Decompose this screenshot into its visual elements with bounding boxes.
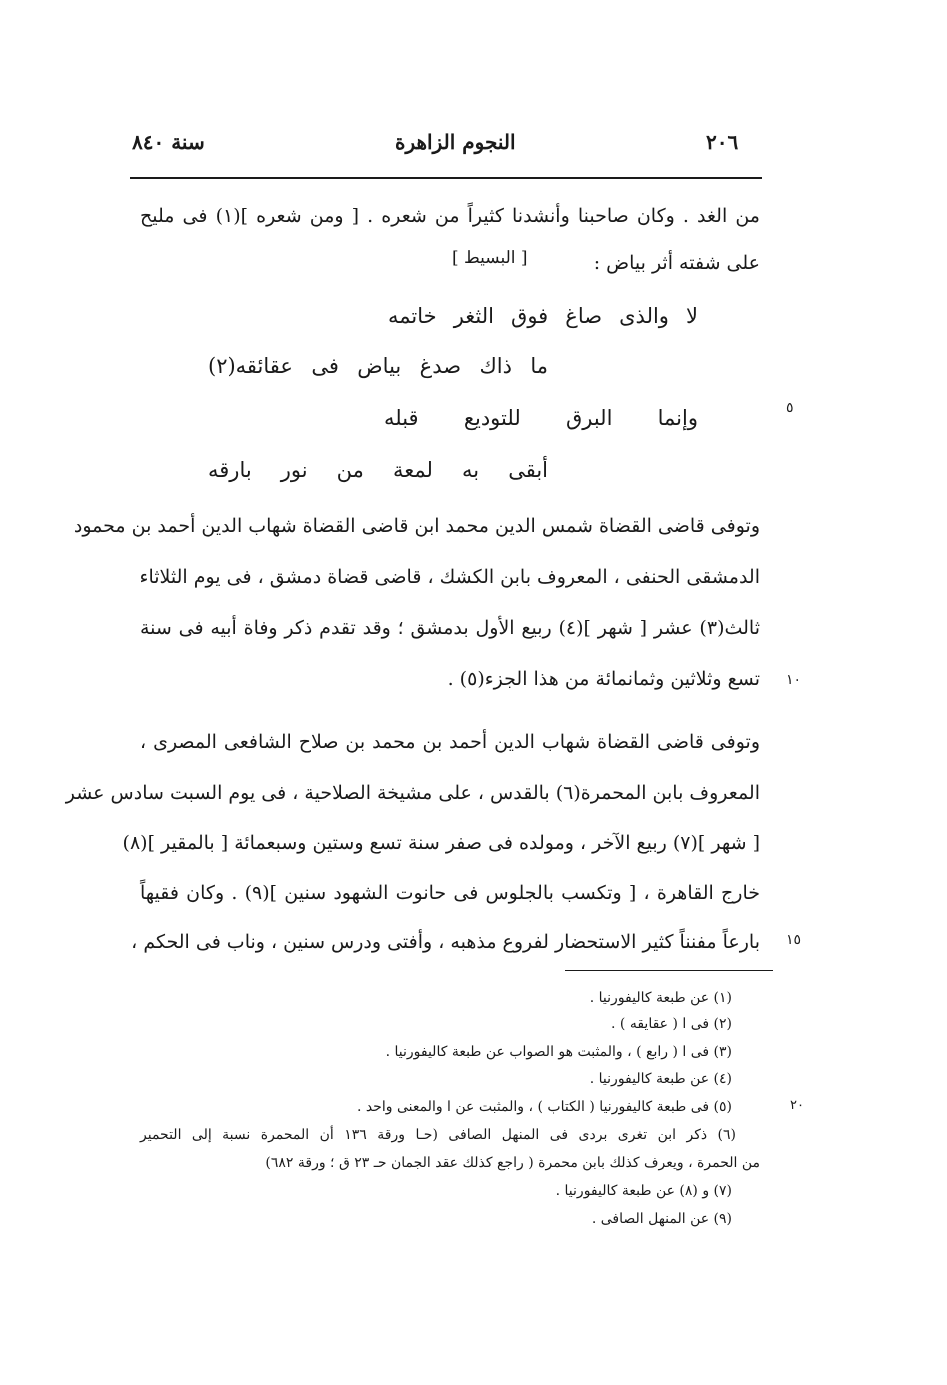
header-rule — [130, 177, 762, 179]
line-number: ١٥ — [786, 932, 802, 948]
body-line: وتوفى قاضى القضاة شهاب الدين أحمد بن محمد بن صلاح الشافعى المصرى ، — [140, 731, 760, 753]
running-title: النجوم الزاهرة — [395, 130, 516, 154]
verse-line: وإنما البرق للتوديع قبله — [384, 406, 698, 430]
body-line: تسع وثلاثين وثمانمائة من هذا الجزء(٥) . — [447, 668, 760, 690]
footnote: (٧) و (٨) عن طبعة كاليفورنيا . — [555, 1183, 732, 1199]
footnote: (١) عن طبعة كاليفورنيا . — [589, 990, 732, 1006]
footnote: (٢) فى ا ( عقايقه ) . — [611, 1016, 732, 1032]
footnote-rule — [565, 970, 773, 971]
year-label: سنة ٨٤٠ — [132, 130, 205, 154]
body-line: خارج القاهرة ، [ وتكسب بالجلوس فى حانوت الشهود سنين ](٩) . وكان فقيهاً — [140, 882, 760, 904]
verse-line: لا والذى صاغ فوق الثغر خاتمه — [388, 304, 698, 328]
page-number: ٢٠٦ — [706, 130, 739, 154]
footnote: (٤) عن طبعة كاليفورنيا . — [589, 1071, 732, 1087]
footnote: (٩) عن المنهل الصافى . — [591, 1211, 732, 1227]
body-line: المعروف بابن المحمرة(٦) بالقدس ، على مشيخة الصلاحية ، فى يوم السبت سادس عشر — [65, 782, 760, 804]
meter-label: [ البسيط ] — [452, 248, 528, 268]
footnote: (٥) فى طبعة كاليفورنيا ( الكتاب ) ، والمثبت عن ا والمعنى واحد . — [356, 1099, 732, 1115]
body-line: ثالث(٣) عشر [ شهر ](٤) ربيع الأول بدمشق ؛ وقد تقدم ذكر وفاة أبيه فى سنة — [140, 617, 760, 639]
body-line: من الغد . وكان صاحبنا وأنشدنا كثيراً من شعره . [ ومن شعره ](١) فى مليح — [140, 205, 760, 227]
line-number: ١٠ — [786, 672, 802, 688]
body-line: وتوفى قاضى القضاة شمس الدين محمد ابن قاضى القضاة شهاب الدين أحمد بن محمود — [73, 515, 760, 537]
footnote-continuation: من الحمرة ، ويعرف كذلك بابن محمرة ( راجع كذلك عقد الجمان حـ ٢٣ ق ؛ ورقة ٦٨٢) — [265, 1155, 760, 1171]
body-line: بارعاً مفنناً كثير الاستحضار لفروع مذهبه ، وأفتى ودرس سنين ، وناب فى الحكم ، — [131, 931, 760, 953]
line-number: ٥ — [786, 400, 794, 416]
verse-line: أبقى به لمعة من نور بارقه — [208, 458, 548, 482]
footnote: (٣) فى ا ( رابع ) ، والمثبت هو الصواب عن طبعة كاليفورنيا . — [385, 1044, 732, 1060]
line-number: ٢٠ — [790, 1098, 804, 1113]
body-line: على شفته أثر بياض : — [593, 252, 760, 274]
footnote: (٦) ذكر ابن تغرى بردى فى المنهل الصافى (حـا ورقة ١٣٦ أن المحمرة نسبة إلى التحمير — [140, 1127, 737, 1143]
body-line: الدمشقى الحنفى ، المعروف بابن الكشك ، قاضى قضاة دمشق ، فى يوم الثلاثاء — [139, 566, 760, 588]
body-line: [ شهر ](٧) ربيع الآخر ، ومولده فى صفر سنة تسع وستين وسبعمائة [ بالمقير ](٨) — [122, 832, 760, 854]
verse-line: ما ذاك صدغ بياض فى عقائقه(٢) — [208, 354, 548, 378]
